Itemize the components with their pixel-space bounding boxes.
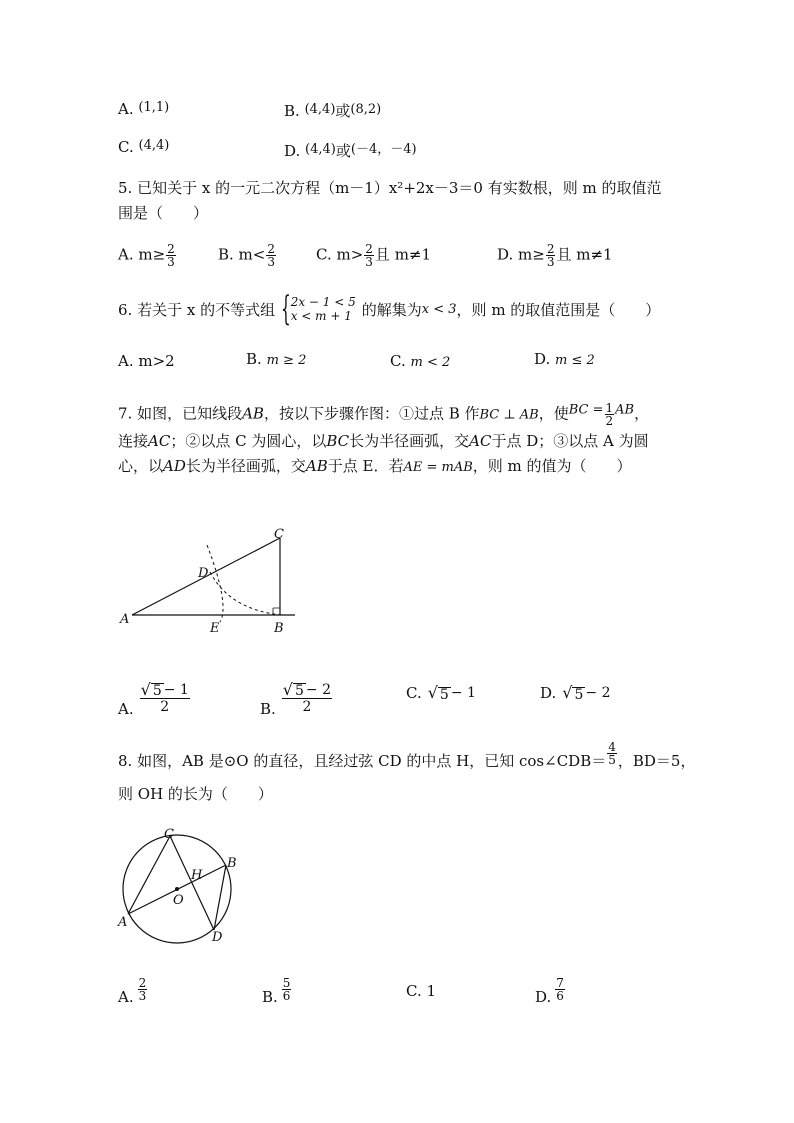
q6-stem: 6. 若关于 x 的不等式组 { 2x − 1 < 5 x < m + 1 的解集为 x < 3 ，则 m 的取值范围是（ ） xyxy=(118,289,661,329)
label-o: O xyxy=(173,893,184,908)
label-d: D xyxy=(198,566,209,581)
label-c: C xyxy=(274,527,284,542)
q7-stem-line1: 7. 如图，已知线段AB，按以下步骤作图：①过点 B 作BC ⊥ AB，使BC = $\frac{1}{2}$ AB， xyxy=(118,401,650,428)
q7-triangle-figure xyxy=(110,520,310,640)
chord-cd xyxy=(170,836,214,930)
label-b: B xyxy=(227,856,237,871)
q5-option-b: B. m< $\frac{2}{3}$ xyxy=(218,242,275,269)
q8-stem-line1: 8. 如图，AB 是⊙O 的直径，且经过弦 CD 的中点 H，已知 cos∠CDB＝ $\frac{4}{5}$ ，BD＝5， xyxy=(118,740,696,770)
q5-stem-line2: 围是（ ） xyxy=(118,204,209,222)
option-a: A. (1,1) xyxy=(118,100,170,118)
option-c: C. (4,4) xyxy=(118,138,170,156)
q5-stem-line1: 5. 已知关于 x 的一元二次方程（m－1）x²+2x－3＝0 有实数根，则 m 的取值范 xyxy=(118,179,662,197)
label-a: A xyxy=(118,915,128,930)
q6-option-d: D. m ≤ 2 xyxy=(534,350,595,368)
q6-system-line1: 2x − 1 < 5 xyxy=(290,295,356,309)
label-c: C xyxy=(164,827,174,842)
q7-stem-line2: 连接AC；②以点 C 为圆心，以BC长为半径画弧，交AC于点 D；③以点 A 为圆 xyxy=(118,432,649,450)
q8-option-b: B. $\frac{5}{6}$ xyxy=(262,975,291,1006)
option-b: B. (4,4)或(8,2) xyxy=(284,102,382,120)
label-b: B xyxy=(274,621,284,636)
q7-option-c: C. √ 5 − 1 xyxy=(406,683,476,703)
label-h: H xyxy=(191,868,203,883)
label-a: A xyxy=(120,612,130,627)
q6-option-b: B. m ≥ 2 xyxy=(246,350,307,368)
q5-option-d: D. m≥ $\frac{2}{3}$ 且 m≠1 xyxy=(497,242,613,269)
q8-option-a: A. $\frac{2}{3}$ xyxy=(118,975,147,1006)
q8-option-c: C. 1 xyxy=(406,982,437,1000)
q6-option-c: C. m < 2 xyxy=(390,352,451,370)
center-point-o xyxy=(175,887,179,891)
q7-option-d: D. √ 5 − 2 xyxy=(540,683,611,703)
q7-option-a: A. √ 5 − 1 2 xyxy=(118,679,189,718)
q5-option-a: A. m≥ $\frac{2}{3}$ xyxy=(118,242,175,269)
q6-system-line2: x < m + 1 xyxy=(290,309,352,323)
q7-option-b: B. √ 5 − 2 2 xyxy=(260,679,332,718)
label-e: E xyxy=(210,621,220,636)
q5-option-c: C. m> $\frac{2}{3}$ 且 m≠1 xyxy=(316,242,432,269)
q6-option-a: A. m>2 xyxy=(118,352,175,370)
chord-ac xyxy=(128,836,170,914)
label-d: D xyxy=(212,930,223,945)
chord-bd xyxy=(214,865,226,930)
arc-ad xyxy=(207,545,223,622)
q7-stem-line3: 心，以AD长为半径画弧，交AB于点 E．若AE = mAB，则 m 的值为（ ） xyxy=(118,457,632,475)
q8-circle-figure xyxy=(112,822,247,952)
q8-option-d: D. $\frac{7}{6}$ xyxy=(535,975,564,1006)
q8-stem-line2: 则 OH 的长为（ ） xyxy=(118,785,273,803)
arc-bc xyxy=(210,572,282,615)
option-d: D. (4,4)或(－4，－4) xyxy=(284,142,417,160)
